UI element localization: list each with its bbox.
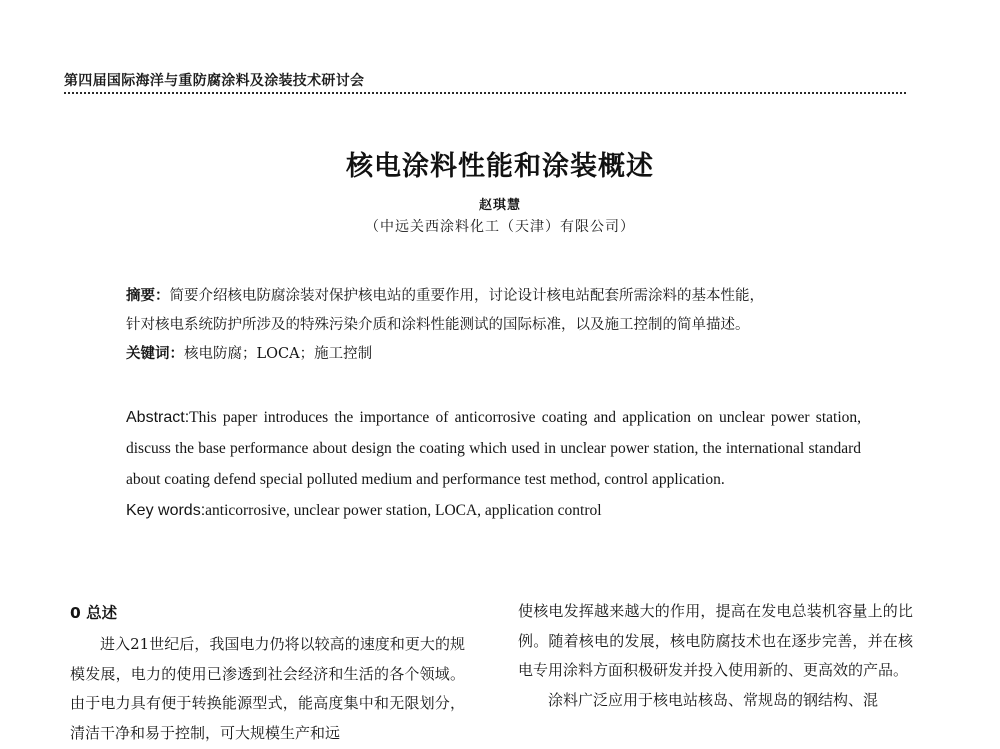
body-column-left — [70, 598, 465, 748]
abstract-text-cn-line2: 针对核电系统防护所涉及的特殊污染介质和涂料性能测试的国际标准，以及施工控制的简单描述。 — [126, 317, 750, 333]
english-abstract — [126, 402, 861, 495]
body-paragraph: 涂料广泛应用于核电站核岛、常规岛的钢结构、混 — [548, 690, 879, 709]
keywords-text-en: anticorrosive, unclear power station, LOCA, application control — [205, 502, 602, 519]
chinese-keywords — [126, 340, 861, 369]
body-paragraph: 使核电发挥越来越大的作用，提高在发电总装机容量上的比例。随着核电的发展，核电防腐技术也在逐步完善，并在核电专用涂料方面积极研发并投入使用新的、更高效的产品。 — [518, 602, 913, 679]
english-abstract-block — [126, 402, 861, 526]
abstract-label-cn: 摘要： — [126, 288, 170, 304]
section-heading: 0 总述 — [70, 604, 118, 622]
keywords-label-en: Key words: — [126, 502, 206, 519]
keywords-label-cn: 关键词： — [126, 346, 184, 362]
abstract-label-en: Abstract: — [126, 409, 190, 426]
running-head: 第四届国际海洋与重防腐涂料及涂装技术研讨会 — [64, 73, 365, 89]
body-column-right — [518, 597, 913, 715]
english-keywords — [126, 495, 861, 526]
author-affiliation: （中远关西涂料化工（天津）有限公司） — [365, 219, 635, 235]
keywords-text-cn: 核电防腐；LOCA；施工控制 — [184, 346, 373, 362]
body-paragraph: 进入21世纪后，我国电力仍将以较高的速度和更大的规模发展，电力的使用已渗透到社会经济和生活的各个领域。由于电力具有便于转换能源型式，能高度集中和无限划分，清洁干净和易于控制，可大规模生产和远 — [70, 635, 465, 742]
chinese-abstract — [126, 282, 861, 311]
chinese-abstract-block — [126, 282, 861, 369]
header-divider — [64, 92, 906, 94]
abstract-text-en: This paper introduces the importance of anticorrosive coating and application on unclear power station, discuss the base performance about design the coating which used in unclear power station, the international standard about coating defend special polluted medium and performance test method, control application. — [126, 409, 861, 488]
author-name: 赵琪慧 — [478, 198, 521, 213]
abstract-text-cn-line1: 简要介绍核电防腐涂装对保护核电站的重要作用，讨论设计核电站配套所需涂料的基本性能， — [169, 288, 764, 304]
paper-title: 核电涂料性能和涂装概述 — [346, 151, 654, 182]
chinese-abstract-cont — [126, 311, 861, 340]
